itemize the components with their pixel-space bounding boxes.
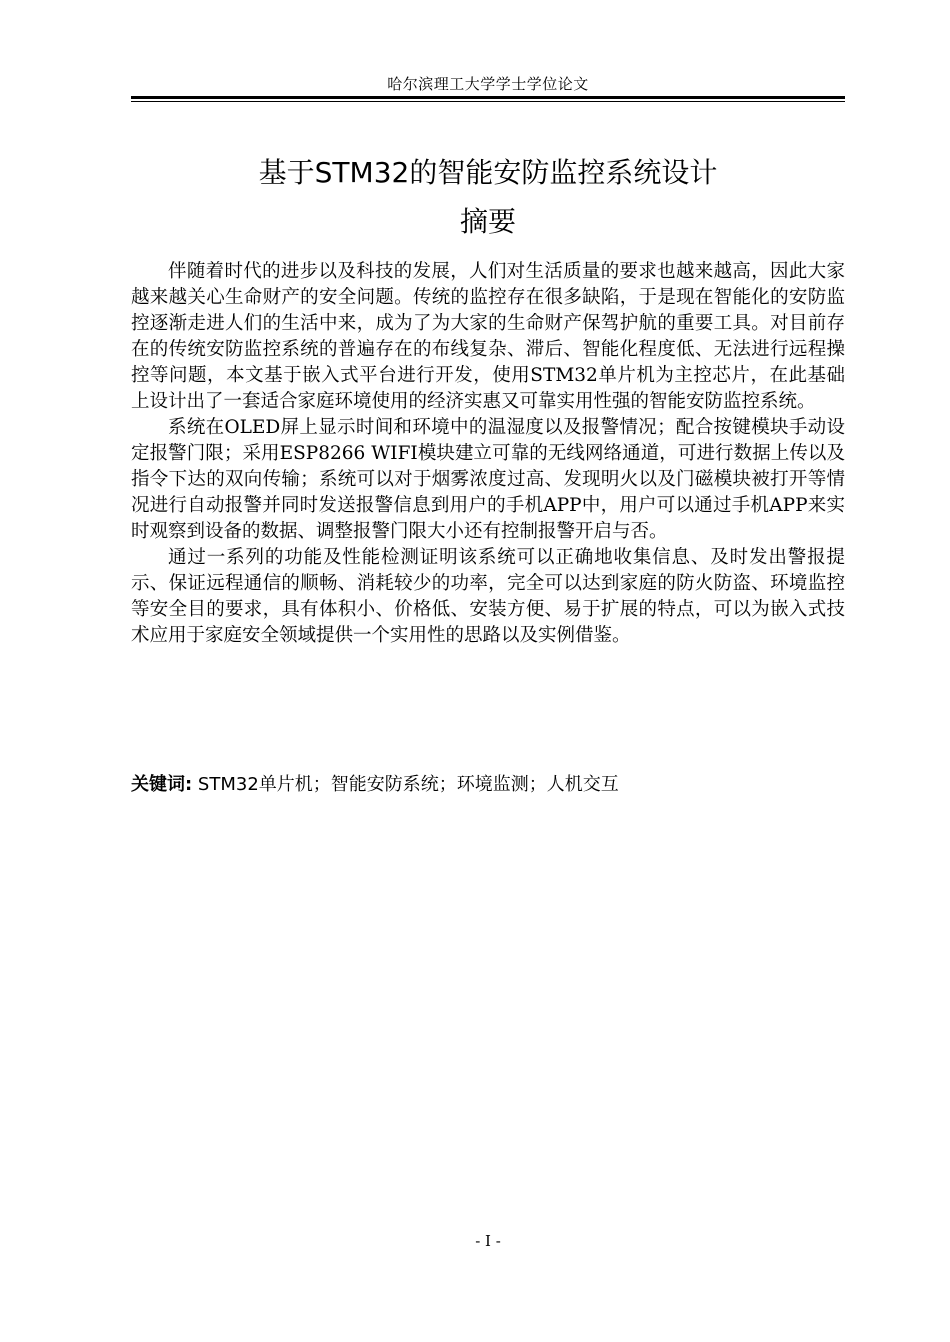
running-header: 哈尔滨理工大学学士学位论文	[387, 75, 589, 93]
thesis-title: 基于STM32的智能安防监控系统设计	[258, 156, 718, 189]
abstract-paragraph-2: 系统在OLED屏上显示时间和环境中的温湿度以及报警情况；配合按键模块手动设定报警门限；采用ESP8266 WIFI模块建立可靠的无线网络通道，可进行数据上传以及指令下达的双向传输；系统可以对于烟雾浓度过高、发现明火以及门磁模块被打开等情况进行自动报警并同时发送报警信息到用户的手机APP中，用户可以通过手机APP来实时观察到设备的数据、调整报警门限大小还有控制报警开启与否。	[131, 417, 845, 542]
abstract-paragraph-3: 通过一系列的功能及性能检测证明该系统可以正确地收集信息、及时发出警报提示、保证远程通信的顺畅、消耗较少的功率，完全可以达到家庭的防火防盗、环境监控等安全目的要求，具有体积小、价格低、安装方便、易于扩展的特点，可以为嵌入式技术应用于家庭安全领域提供一个实用性的思路以及实例借鉴。	[131, 547, 845, 646]
page-number: - I -	[475, 1232, 501, 1250]
header-rule-thick	[131, 96, 845, 99]
abstract-body	[131, 259, 845, 649]
abstract-heading: 摘要	[459, 205, 516, 238]
header-rule-thin	[131, 101, 845, 102]
keywords-label: 关键词:	[131, 774, 193, 795]
abstract-paragraph-1: 伴随着时代的进步以及科技的发展，人们对生活质量的要求也越来越高，因此大家越来越关心生命财产的安全问题。传统的监控存在很多缺陷，于是现在智能化的安防监控逐渐走进人们的生活中来，成为了为大家的生命财产保驾护航的重要工具。对目前存在的传统安防监控系统的普遍存在的布线复杂、滞后、智能化程度低、无法进行远程操控等问题，本文基于嵌入式平台进行开发，使用STM32单片机为主控芯片，在此基础上设计出了一套适合家庭环境使用的经济实惠又可靠实用性强的智能安防监控系统。	[131, 261, 845, 412]
keywords-text: STM32单片机；智能安防系统；环境监测；人机交互	[192, 774, 619, 795]
keywords-line	[131, 772, 845, 798]
